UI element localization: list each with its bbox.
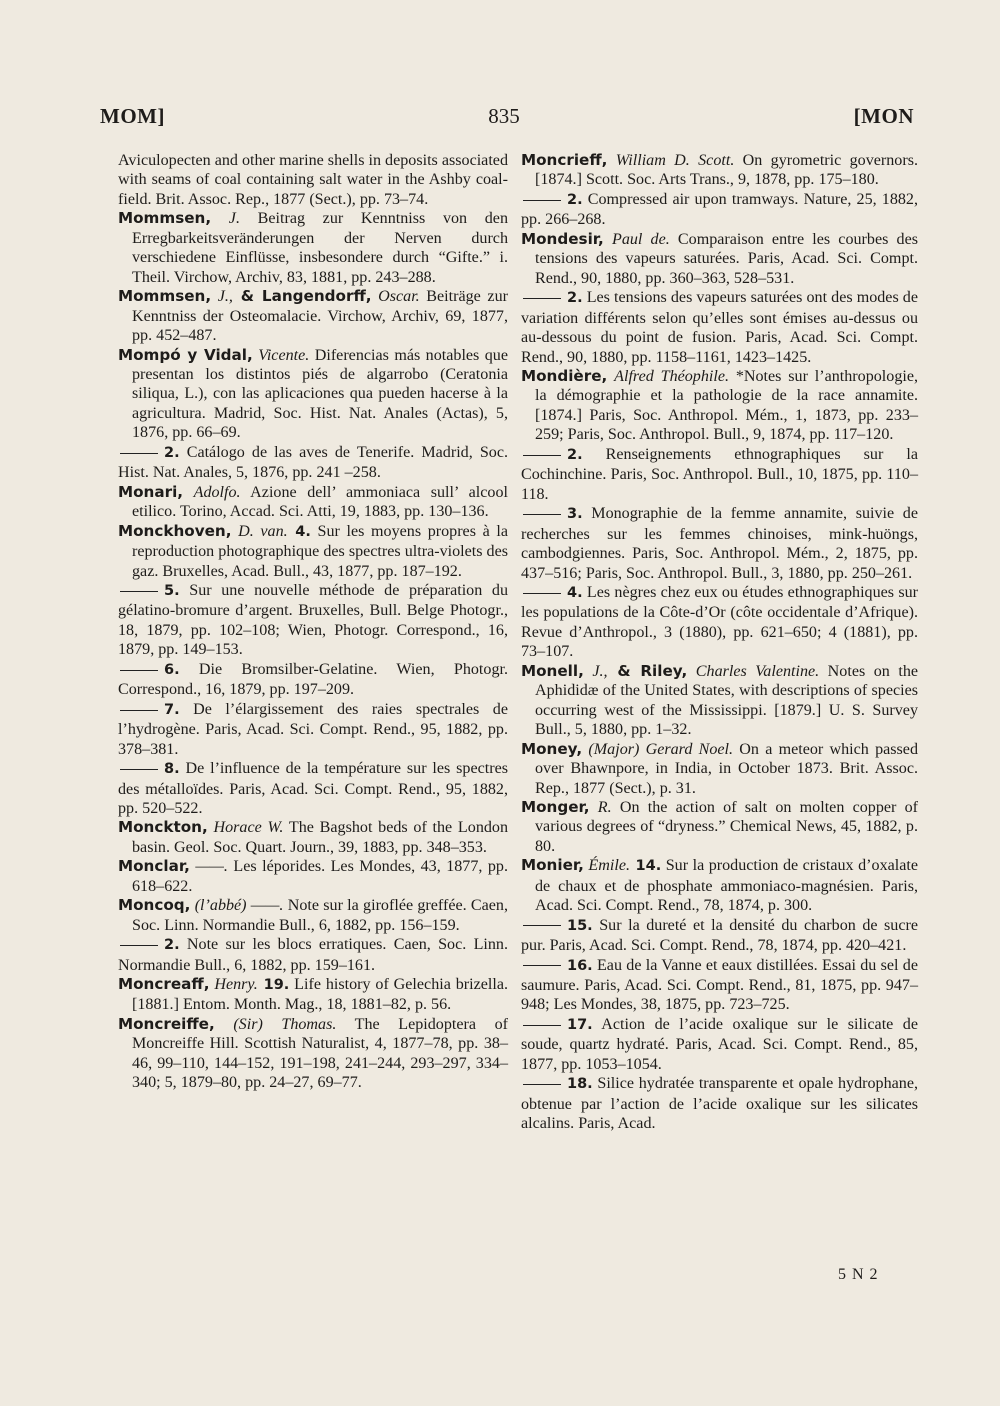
bibliography-entry <box>521 798 918 856</box>
author-surname: Money, <box>521 739 583 758</box>
author-given-name: (Sir) Thomas. <box>233 1015 337 1033</box>
ditto-dash <box>523 593 561 594</box>
sub-entry <box>118 660 508 700</box>
bibliography-entry <box>521 740 918 798</box>
entry-text: Aviculopecten and other marine shells in deposits associated with seams of coal containing salt water in the Ashby coal-field. Brit. Assoc. Rep., 1877 (Sect.), pp. 73–74. <box>118 152 508 208</box>
bibliography-entry <box>118 896 508 935</box>
bibliography-entry <box>118 818 508 857</box>
entry-text: Les léporides. Les Mondes, 43, 1877, pp. 618–622. <box>132 858 508 895</box>
author-surname: Monger, <box>521 797 590 816</box>
entry-number: 4. <box>567 584 583 601</box>
author-given-name: J., <box>592 662 608 680</box>
entry-number: 2. <box>567 191 583 208</box>
ditto-dash <box>523 200 561 201</box>
entry-text: Beiträge zur Kenntniss der Osteomalacie. Virchow, Archiv, 69, 1877, pp. 452–487. <box>132 288 508 345</box>
coauthor-surname: & Riley, <box>607 661 688 680</box>
sub-entry <box>118 935 508 975</box>
entry-text: On a meteor which passed over Bhawnpore, in India, in October 1873. Brit. Assoc. Rep., 1877 (Sect.), p. 31. <box>535 740 918 797</box>
sub-entry <box>521 445 918 504</box>
author-given-name: Henry. <box>214 976 258 994</box>
ditto-dash <box>523 1084 561 1085</box>
ditto-dash <box>523 925 561 926</box>
author-surname: Monckton, <box>118 818 208 837</box>
entry-number: 8. <box>164 761 180 778</box>
entry-text: On gyrometric governors. [1874.] Scott. Soc. Arts Trans., 9, 1878, pp. 175–180. <box>535 152 918 189</box>
author-given-name: R. <box>597 798 612 816</box>
bibliography-entry <box>521 230 918 288</box>
entry-text: *Notes sur l’anthropologie, la démographie et la pathologie de la race annamite. [1874.] Paris, Soc. Anthropol. Mém., 1, 1873, pp. 233–259; Paris, Soc. Anthropol. Bull., 9, 1874, pp. 117–120. <box>535 367 919 444</box>
bibliography-entry <box>118 1015 508 1093</box>
sub-entry <box>521 1015 918 1074</box>
ditto-dash <box>120 453 158 454</box>
author-surname: Mommsen, <box>118 287 212 306</box>
sub-entry <box>521 288 918 367</box>
bibliography-entry <box>118 483 508 522</box>
entry-text: Sur les moyens propres à la reproduction photographique des spectres ultra-violets des gaz. Bruxelles, Acad. Bull., 43, 1877, pp. 187–192. <box>132 522 508 580</box>
author-surname: Mondesir, <box>521 229 604 248</box>
bibliography-entry <box>118 857 508 896</box>
entry-text: Die Bromsilber-Gelatine. Wien, Photogr. Correspond., 16, 1879, pp. 197–209. <box>118 660 508 699</box>
entry-text: De l’élargissement des raies spectrales de l’hydrogène. Paris, Acad. Sci. Compt. Rend., 95, 1882, pp. 378–381. <box>118 700 508 758</box>
entry-text: The Bagshot beds of the London basin. Geol. Soc. Quart. Journ., 39, 1883, pp. 348–353. <box>132 819 509 856</box>
entry-text: Comparaison entre les courbes des tensions des vapeurs saturées. Paris, Acad. Sci. Compt. Rend., 90, 1880, pp. 360–363, 528–531. <box>535 230 918 287</box>
ditto-dash <box>523 514 561 515</box>
entry-number: 6. <box>164 661 180 678</box>
entry-text: Diferencias más notables que presentan los distintos piés de algarrobo (Ceratonia siliqua, L.), con las aplicaciones qua pueden hacerse à la agricultura. Madrid, Soc. Hist. Nat. Anales (Actas), 5, 1876, pp. 66–69. <box>132 346 508 442</box>
entry-text: Note sur les blocs erratiques. Caen, Soc. Linn. Normandie Bull., 6, 1882, pp. 159–161. <box>118 936 508 974</box>
entry-text: De l’influence de la température sur les spectres des métalloïdes. Paris, Acad. Sci. Compt. Rend., 95, 1882, pp. 520–522. <box>118 760 508 817</box>
entry-number: 3. <box>567 506 583 523</box>
bibliography-entry <box>118 522 508 581</box>
entry-text: Eau de la Vanne et eaux distillées. Essai du sel de saumure. Paris, Acad. Sci. Compt. Rend., 81, 1875, pp. 947–948; Les Mondes, 38, 1875, pp. 723–725. <box>521 956 918 1014</box>
entry-text: Beitrag zur Kenntniss von den Erregbarkeitsveränderungen der Nerven durch verschiedene Einflüsse, insbesondere durch “Gifte.” i. Theil. Virchow, Archiv, 83, 1881, pp. 243–288. <box>132 210 508 286</box>
entry-text: Note sur la giroflée greffée. Caen, Soc. Linn. Normandie Bull., 6, 1882, pp. 156–159. <box>132 897 508 934</box>
entry-number: 17. <box>567 1016 593 1033</box>
entry-number: 2. <box>567 290 583 307</box>
sub-entry <box>521 1074 918 1133</box>
entry-number: 19. <box>257 977 290 994</box>
author-given-name: (l’abbé) ——. <box>194 897 284 915</box>
sub-entry <box>521 190 918 230</box>
author-surname: Moncrieff, <box>521 151 608 169</box>
entry-continuation <box>118 151 508 209</box>
author-given-name: William D. Scott. <box>615 152 735 169</box>
running-head-right: [MON <box>853 104 914 128</box>
ditto-dash <box>120 710 158 711</box>
ditto-dash <box>120 769 158 770</box>
entry-number: 15. <box>567 917 593 934</box>
entry-text: Life history of Gelechia brizella. [1881.] Entom. Month. Mag., 18, 1881–82, p. 56. <box>132 976 508 1014</box>
author-surname: Monckhoven, <box>118 521 232 540</box>
entry-text: Monographie de la femme annamite, suivie de recherches sur les femmes chinoises, mink-huöngs, cambodgiennes. Paris, Soc. Anthropol. Mém., 2, 1875, pp. 437–516; Paris, Soc. Anthropol. Bull., 3, 1880, pp. 250–261. <box>521 505 918 582</box>
ditto-dash <box>120 670 158 671</box>
author-surname: Monclar, <box>118 857 190 876</box>
ditto-dash <box>523 1025 561 1026</box>
bibliography-entry <box>521 856 918 915</box>
author-given-name: J. <box>228 210 240 228</box>
author-given-name: (Major) Gerard Noel. <box>588 740 734 758</box>
entry-number: 18. <box>567 1076 593 1093</box>
entry-text: Azione dell’ ammoniaca sull’ alcool etilico. Torino, Accad. Sci. Atti, 19, 1883, pp. 130–136. <box>132 483 508 521</box>
coauthor-given-name: Charles Valentine. <box>695 662 820 680</box>
entry-text: Catálogo de las aves de Tenerife. Madrid, Soc. Hist. Nat. Anales, 5, 1876, pp. 241 –258. <box>118 443 508 482</box>
author-surname: Monari, <box>118 482 184 501</box>
author-given-name: Alfred Théophile. <box>614 367 730 385</box>
entry-text: Sur une nouvelle méthode de préparation du gélatino-bromure d’argent. Bruxelles, Bull. Belge Photogr., 18, 1879, pp. 102–108; Wien, Photogr. Correspond., 16, 1879, pp. 149–153. <box>118 581 508 659</box>
ditto-dash <box>120 945 158 946</box>
author-surname: Mondière, <box>521 366 608 385</box>
entry-text: Sur la production de cristaux d’oxalate de chaux et de phosphate ammoniaco-magnésien. Paris, Acad. Sci. Compt. Rend., 78, 1874, p. 300. <box>535 857 918 915</box>
author-given-name: Horace W. <box>213 819 284 837</box>
sub-entry <box>521 956 918 1015</box>
bibliography-entry <box>118 209 508 287</box>
author-surname: Mompó y Vidal, <box>118 345 253 364</box>
ditto-dash <box>120 591 158 592</box>
entry-text: On the action of salt on molten copper of various degrees of “dryness.” Chemical News, 45, 1882, p. 80. <box>535 798 918 855</box>
sub-entry <box>118 443 508 483</box>
sub-entry <box>118 759 508 818</box>
sub-entry <box>118 700 508 759</box>
author-given-name: Émile. <box>588 857 630 875</box>
author-surname: Monell, <box>521 661 584 680</box>
author-given-name: Adolfo. <box>193 483 241 501</box>
entry-number: 5. <box>164 582 180 599</box>
ditto-dash <box>523 965 561 966</box>
author-given-name: ——. <box>195 858 228 876</box>
entry-number: 2. <box>567 446 583 463</box>
author-given-name: J., <box>217 288 233 306</box>
running-head-left: MOM] <box>100 104 165 128</box>
author-surname: Moncreaff, <box>118 975 210 994</box>
sub-entry <box>521 504 918 583</box>
author-surname: Mommsen, <box>118 209 212 228</box>
bibliography-entry <box>118 975 508 1015</box>
right-column <box>521 151 918 1134</box>
coauthor-surname: & Langendorff, <box>232 287 372 306</box>
entry-number: 2. <box>164 444 180 461</box>
entry-number: 2. <box>164 937 180 954</box>
bibliography-entry <box>521 367 918 445</box>
author-given-name: D. van. <box>238 522 288 540</box>
author-given-name: Vicente. <box>258 346 310 364</box>
entry-text: Les tensions des vapeurs saturées ont des modes de variation différents selon qu’elles sont émises au-dessus ou au-dessous du point de fusion. Paris, Acad. Sci. Compt. Rend., 90, 1880, pp. 1158–1161, 1423–1425. <box>521 289 918 366</box>
sub-entry <box>521 916 918 956</box>
entry-text: The Lepidoptera of Moncreiffe Hill. Scottish Naturalist, 4, 1877–78, pp. 38–46, 99–110, 144–152, 191–198, 241–244, 293–297, 334–340; 5, 1879–80, pp. 24–27, 69–77. <box>132 1015 508 1092</box>
coauthor-given-name: Oscar. <box>378 288 420 306</box>
entry-text: Notes on the Aphididæ of the United States, with descriptions of species occurring west of the Mississippi. [1879.] U. S. Survey Bull., 5, 1880, pp. 1–32. <box>535 662 919 739</box>
signature-mark: 5 N 2 <box>838 1266 879 1283</box>
entry-text: Renseignements ethnographiques sur la Cochinchine. Paris, Soc. Anthropol. Bull., 10, 1875, pp. 110–118. <box>521 445 918 503</box>
bibliography-entry <box>118 287 508 345</box>
ditto-dash <box>523 455 561 456</box>
entry-text: Silice hydratée transparente et opale hydrophane, obtenue par l’action de l’acide oxalique sur les silicates alcalins. Paris, Acad. <box>521 1075 918 1133</box>
author-given-name: Paul de. <box>611 230 670 248</box>
sub-entry <box>118 581 508 660</box>
bibliography-entry <box>118 346 508 443</box>
entry-text: Compressed air upon tramways. Nature, 25, 1882, pp. 266–268. <box>521 190 918 229</box>
page-number: 835 <box>488 104 520 128</box>
author-surname: Monier, <box>521 856 584 875</box>
entry-text: Action de l’acide oxalique sur le silicate de soude, quartz hydraté. Paris, Acad. Sci. Compt. Rend., 85, 1877, pp. 1053–1054. <box>521 1015 918 1073</box>
left-column <box>118 151 508 1093</box>
entry-text: Les nègres chez eux ou études ethnographiques sur les populations de la Côte-d’Or (côte occidentale d’Afrique). Revue d’Anthropol., 3 (1880), pp. 621–650; 4 (1881), pp. 73–107. <box>521 583 918 661</box>
entry-number: 14. <box>629 858 662 875</box>
sub-entry <box>521 583 918 662</box>
entry-number: 7. <box>164 701 180 718</box>
bibliography-entry <box>521 662 918 740</box>
ditto-dash <box>523 298 561 299</box>
entry-number: 16. <box>567 957 593 974</box>
entry-text: Sur la dureté et la densité du charbon de sucre pur. Paris, Acad. Sci. Compt. Rend., 78, 1874, pp. 420–421. <box>521 916 918 955</box>
bibliography-entry <box>521 151 918 190</box>
author-surname: Moncoq, <box>118 896 191 915</box>
author-surname: Moncreiffe, <box>118 1014 215 1033</box>
entry-number: 4. <box>287 523 311 540</box>
